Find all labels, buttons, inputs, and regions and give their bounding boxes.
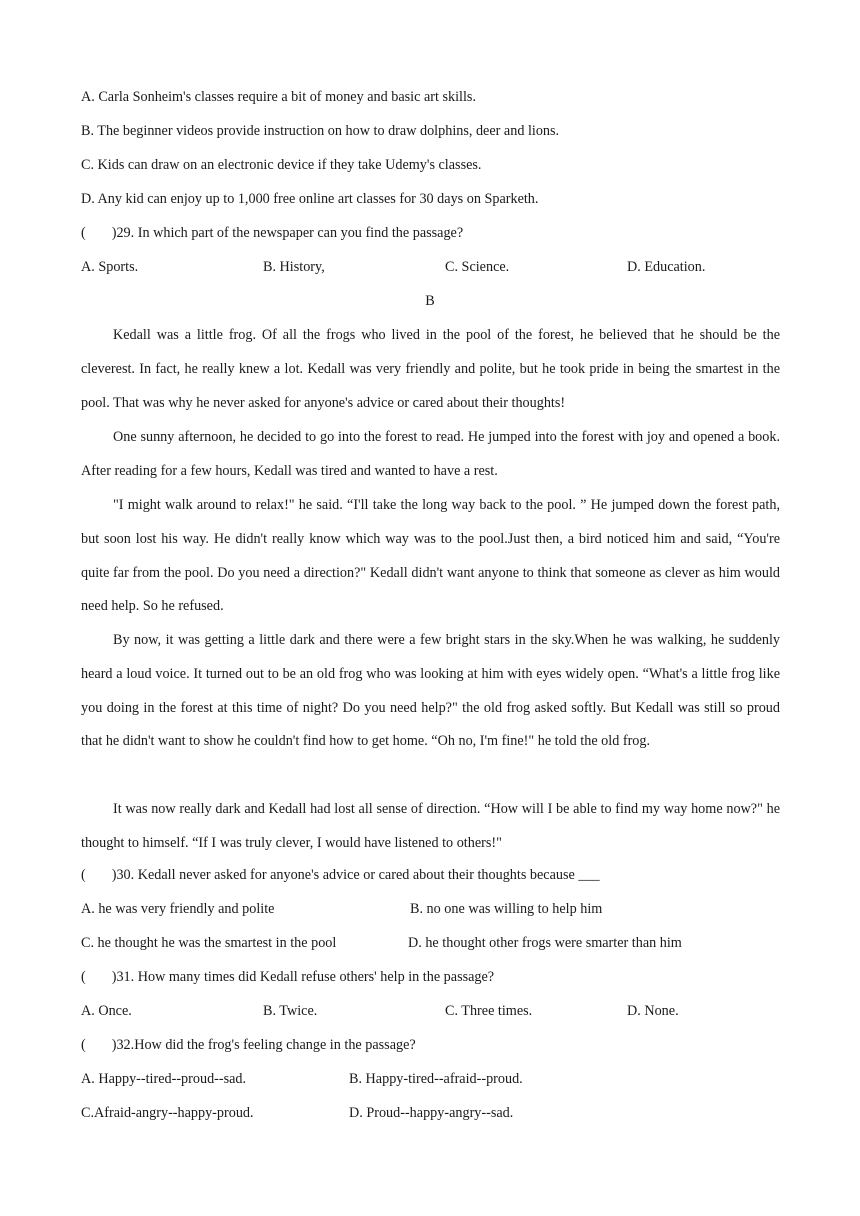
q32-option-b: B. Happy-tired--afraid--proud. — [349, 1071, 523, 1087]
q31-option-c: C. Three times. — [445, 1003, 533, 1019]
passage-paragraph-2: One sunny afternoon, he decided to go into the forest to read. He jumped into the forest with joy and opened a book. After reading for a few hours, Kedall was tired and wanted to have a rest. — [81, 429, 780, 479]
question-31-stem: )31. How many times did Kedall refuse others' help in the passage? — [111, 969, 495, 985]
q31-option-d: D. None. — [627, 1003, 679, 1019]
option-b-top: B. The beginner videos provide instruction on how to draw dolphins, deer and lions. — [81, 123, 560, 139]
q29-option-b: B. History, — [263, 259, 325, 275]
answer-paren-open: ( — [81, 225, 86, 241]
answer-paren-open: ( — [81, 1037, 86, 1053]
question-30 — [81, 867, 600, 884]
passage-paragraph-4: By now, it was getting a little dark and there were a few bright stars in the sky.When he was walking, he suddenly heard a loud voice. It turned out to be an old frog who was looking at him with eyes widely open. “What's a little frog like you doing in the forest at this time of night? Do you need help?" the old frog asked softly. But Kedall was still so proud that he didn't want to show he couldn't find how to get home. “Oh no, I'm fine!" he told the old frog. — [81, 632, 780, 750]
passage-paragraph-5: It was now really dark and Kedall had lost all sense of direction. “How will I be able to find my way home now?" he thought to himself. “If I was truly clever, I would have listened to others!" — [81, 801, 780, 851]
passage-paragraph-1: Kedall was a little frog. Of all the frogs who lived in the pool of the forest, he believed that he should be the cleverest. In fact, he really knew a lot. Kedall was very friendly and polite, but he took pride in being the smartest in the pool. That was why he never asked for anyone's advice or cared about their thoughts! — [81, 327, 780, 411]
q30-option-d: D. he thought other frogs were smarter than him — [408, 935, 682, 951]
option-c-top: C. Kids can draw on an electronic device if they take Udemy's classes. — [81, 157, 482, 173]
section-label: B — [425, 293, 435, 309]
q32-option-d: D. Proud--happy-angry--sad. — [349, 1105, 514, 1121]
option-d-top: D. Any kid can enjoy up to 1,000 free online art classes for 30 days on Sparketh. — [81, 191, 539, 207]
question-32-stem: )32.How did the frog's feeling change in the passage? — [111, 1037, 416, 1053]
option-a-top: A. Carla Sonheim's classes require a bit of money and basic art skills. — [81, 89, 476, 105]
q31-option-b: B. Twice. — [263, 1003, 318, 1019]
q30-option-a: A. he was very friendly and polite — [81, 901, 275, 917]
answer-paren-open: ( — [81, 969, 86, 985]
q30-option-b: B. no one was willing to help him — [410, 901, 603, 917]
question-29 — [81, 225, 463, 242]
answer-paren-open: ( — [81, 867, 86, 883]
q32-option-c: C.Afraid-angry--happy-proud. — [81, 1105, 254, 1121]
q32-option-a: A. Happy--tired--proud--sad. — [81, 1071, 247, 1087]
q30-option-c: C. he thought he was the smartest in the pool — [81, 935, 337, 951]
question-29-stem: )29. In which part of the newspaper can you find the passage? — [111, 225, 464, 241]
question-32 — [81, 1037, 416, 1054]
question-30-stem: )30. Kedall never asked for anyone's advice or cared about their thoughts because ___ — [111, 867, 600, 883]
q29-option-d: D. Education. — [627, 259, 706, 275]
q29-option-c: C. Science. — [445, 259, 510, 275]
question-31 — [81, 969, 494, 986]
q29-option-a: A. Sports. — [81, 259, 139, 275]
passage-paragraph-3: "I might walk around to relax!" he said. “I'll take the long way back to the pool. ” He jumped down the forest path, but soon lost his way. He didn't really know which way was to the pool.Just then, a bird noticed him and said, “You're quite far from the pool. Do you need a direction?" Kedall didn't want anyone to think that someone as clever as him would need help. So he refused. — [81, 497, 780, 615]
q31-option-a: A. Once. — [81, 1003, 132, 1019]
